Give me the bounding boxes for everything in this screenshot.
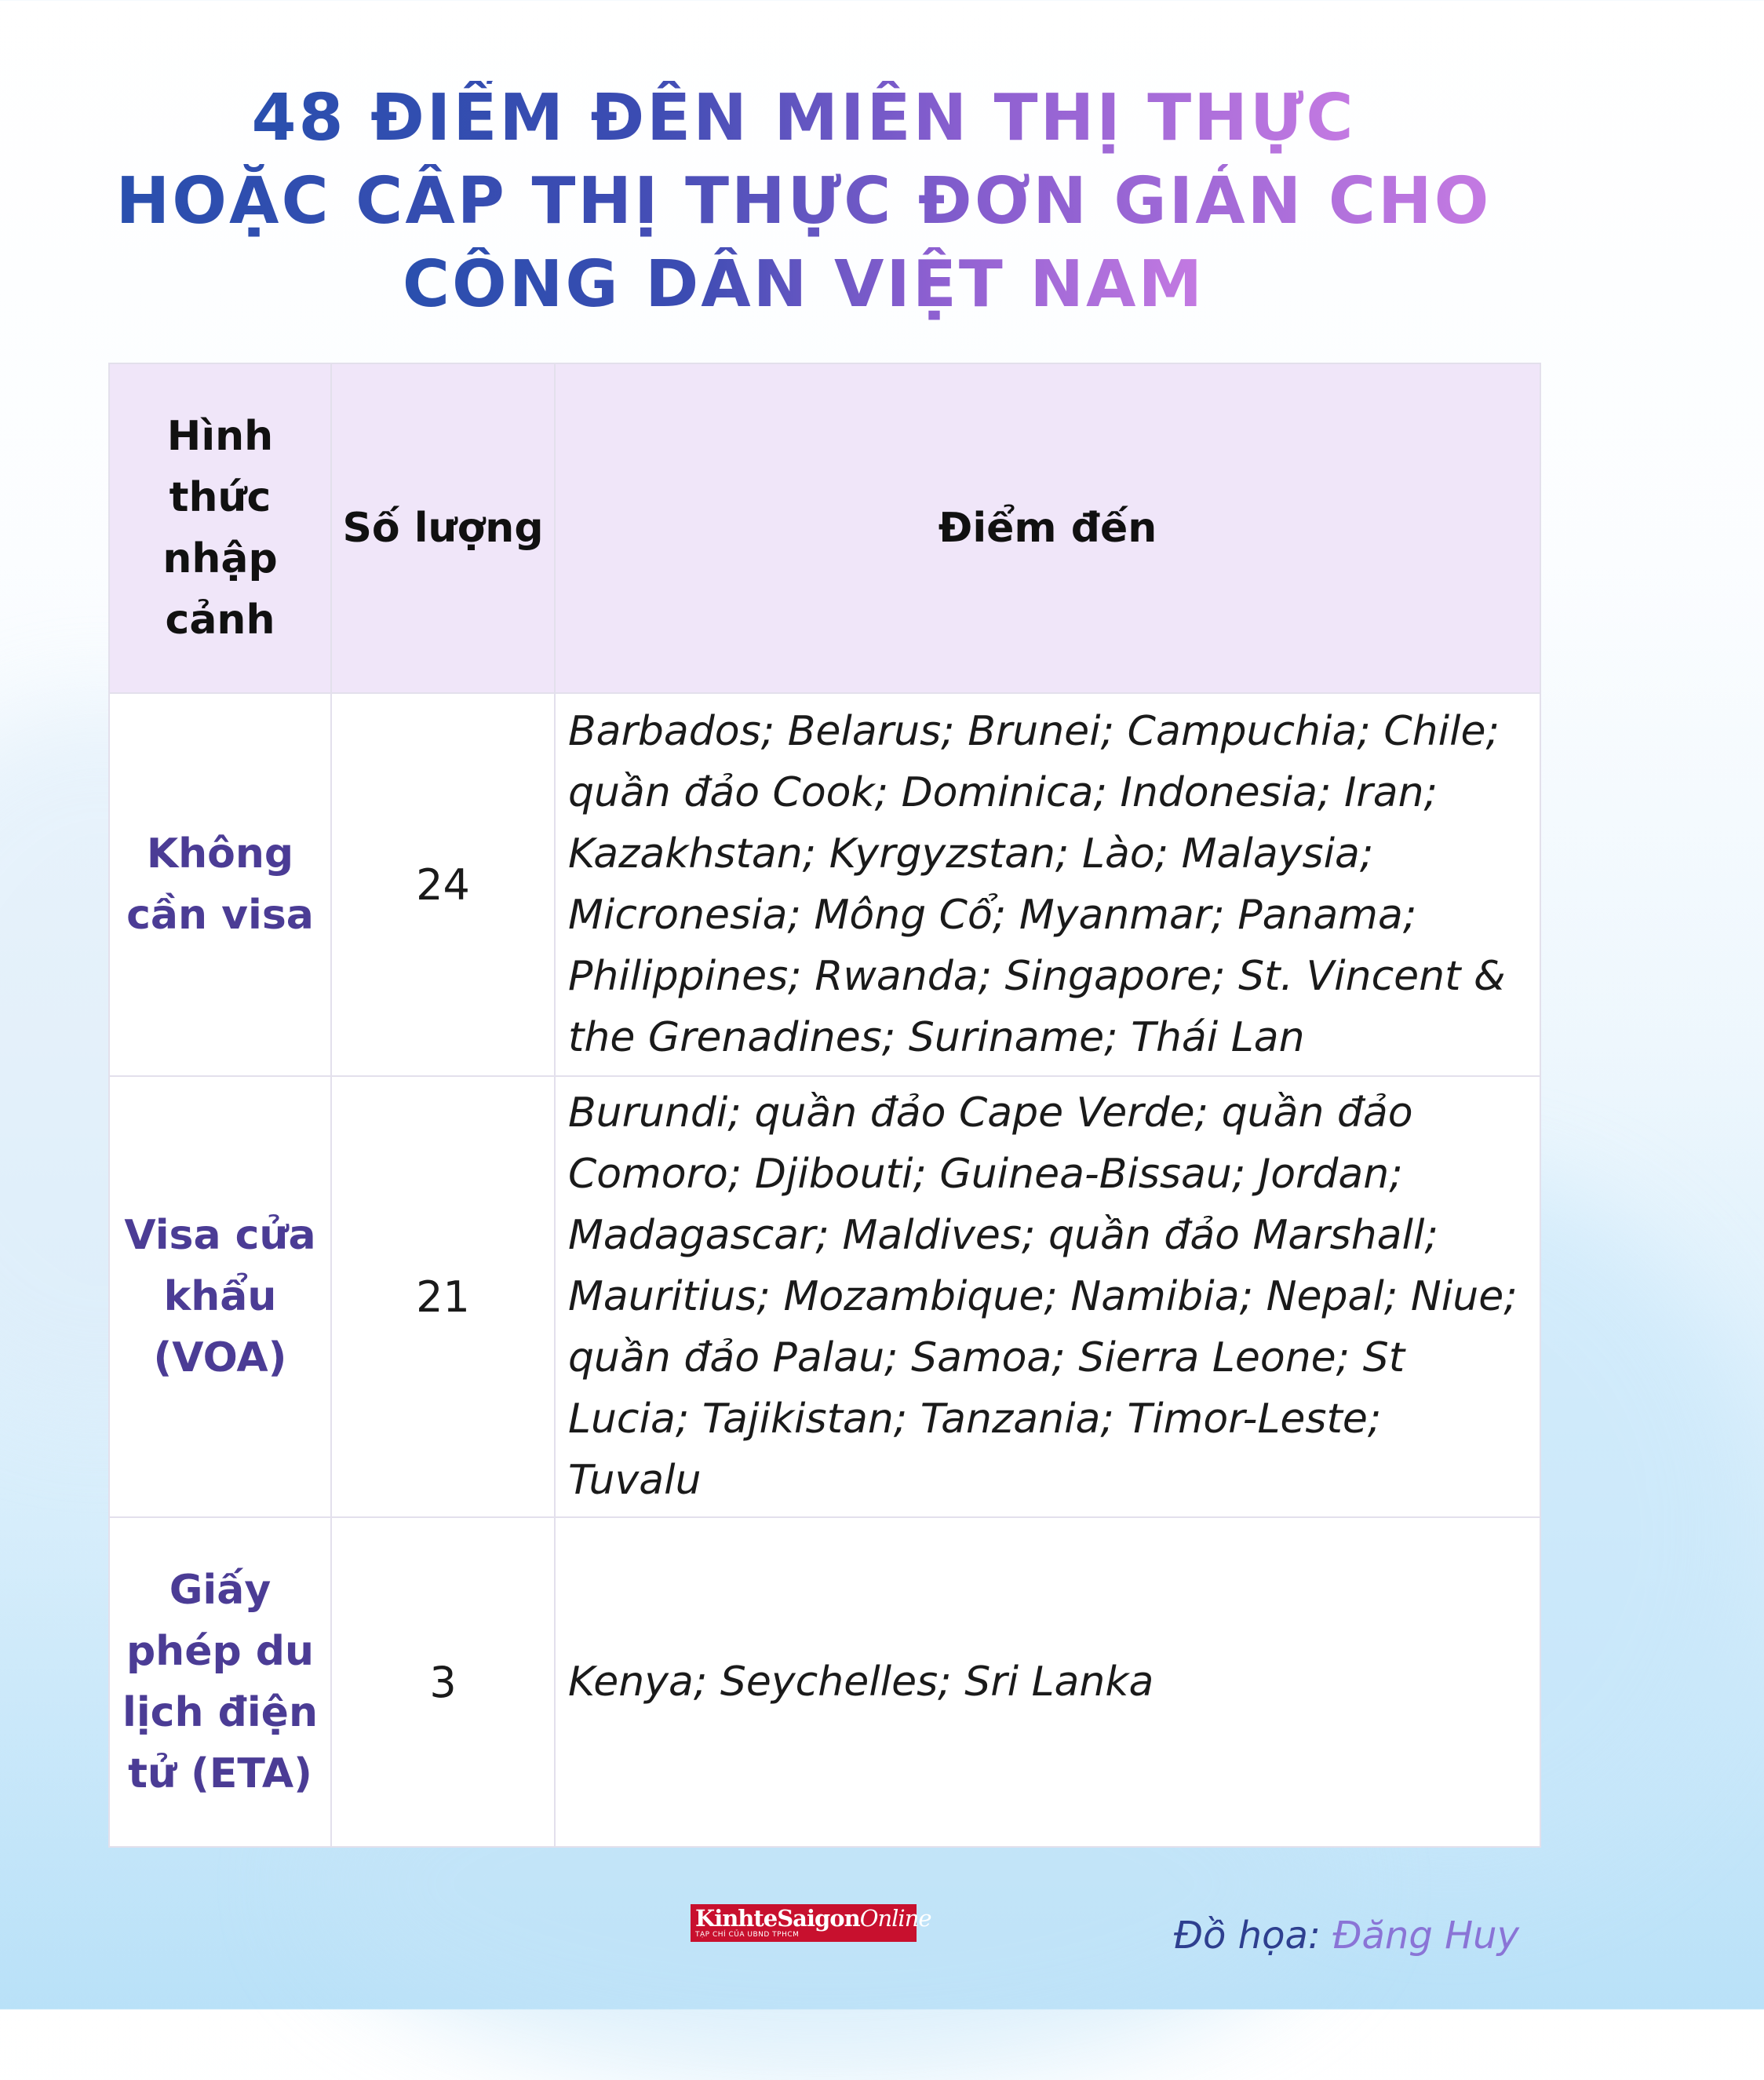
title-line-3: CÔNG DÂN VIỆT NAM — [402, 247, 1205, 322]
table-body — [109, 693, 1540, 1847]
entry-type-cell: Không cần visa — [109, 693, 331, 1076]
table-header — [109, 363, 1540, 693]
table-header-row — [109, 363, 1540, 693]
page-title — [0, 77, 1607, 327]
destinations-cell: Barbados; Belarus; Brunei; Campuchia; Chile; quần đảo Cook; Dominica; Indonesia; Iran; Kazakhstan; Kyrgyzstan; Lào; Malaysia; Micronesia; Mông Cổ; Myanmar; Panama; Philippines; Rwanda; Singapore; St. Vincent & the Grenadines; Suriname; Thái Lan — [555, 693, 1540, 1076]
credit-label: Đồ họa: — [1173, 1914, 1321, 1958]
logo-brand: KinhteSaigonOnline — [695, 1905, 931, 1932]
entry-type-cell: Giấy phép du lịch điện tử (ETA) — [109, 1517, 331, 1847]
credit-name: Đăng Huy — [1332, 1914, 1519, 1958]
title-line-2: HOẶC CẤP THỊ THỰC ĐƠN GIẢN CHO — [115, 164, 1492, 239]
graphic-credit — [1174, 1912, 1519, 1959]
table-row — [109, 1517, 1540, 1847]
entry-type-cell: Visa cửa khẩu (VOA) — [109, 1076, 331, 1517]
header-count: Số lượng — [331, 363, 555, 693]
table-row — [109, 693, 1540, 1076]
destinations-cell: Kenya; Seychelles; Sri Lanka — [555, 1517, 1540, 1847]
header-entry-type: Hình thức nhập cảnh — [109, 363, 331, 693]
visa-table — [108, 363, 1541, 1848]
kinhtesaigon-logo — [691, 1904, 931, 1942]
logo-tagline: TẠP CHÍ CỦA UBND TPHCM — [695, 1931, 800, 1939]
table-row — [109, 1076, 1540, 1517]
count-cell: 3 — [331, 1517, 555, 1847]
count-cell: 24 — [331, 693, 555, 1076]
title-line-1: 48 ĐIỂM ĐẾN MIỄN THỊ THỰC — [251, 81, 1356, 155]
count-cell: 21 — [331, 1076, 555, 1517]
header-destinations: Điểm đến — [555, 363, 1540, 693]
destinations-cell: Burundi; quần đảo Cape Verde; quần đảo Comoro; Djibouti; Guinea-Bissau; Jordan; Madagascar; Maldives; quần đảo Marshall; Mauritius; Mozambique; Namibia; Nepal; Niue; quần đảo Palau; Samoa; Sierra Leone; St Lucia; Tajikistan; Tanzania; Timor-Leste; Tuvalu — [555, 1076, 1540, 1517]
